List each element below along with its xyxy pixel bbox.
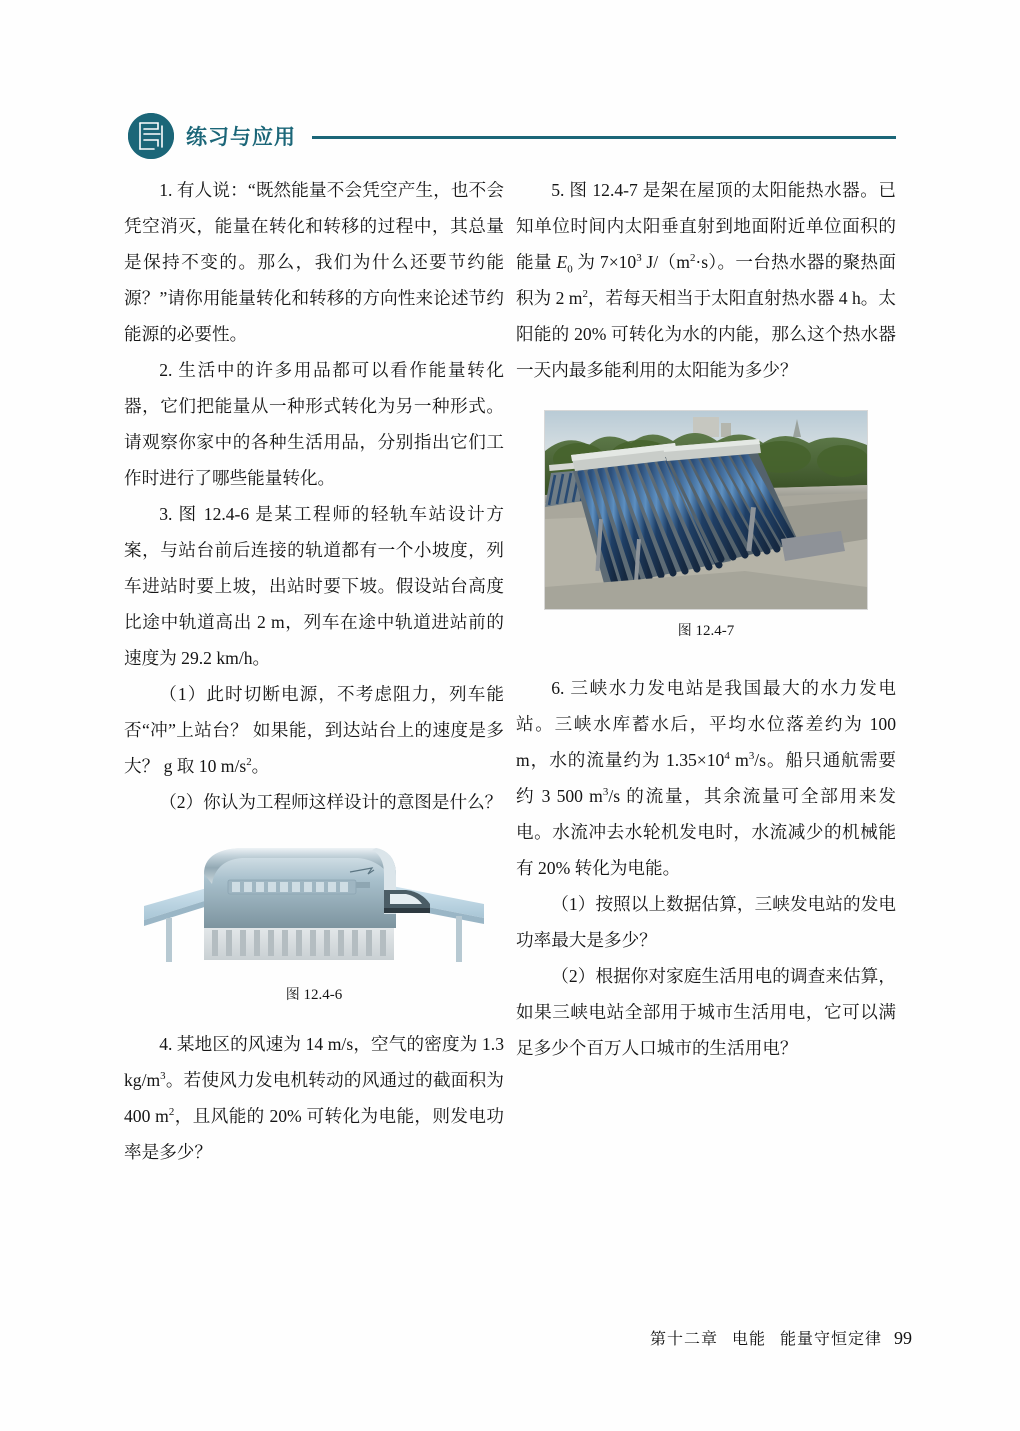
question-2: 2. 生活中的许多用品都可以看作能量转化器，它们把能量从一种形式转化为另一种形式。请观察你家中的各种生活用品，分别指出它们工作时进行了哪些能量转化。 — [124, 360, 504, 488]
question-4 — [124, 1026, 504, 1170]
q5-symbol-subscript: 0 — [567, 263, 573, 276]
q4-text-a: 4. 某地区的风速为 14 m/s，空气的密度为 1.3 kg/m — [124, 1034, 504, 1090]
question-6 — [516, 670, 896, 886]
q5-text-b: 为 7×10 — [572, 252, 637, 272]
practice-seal-icon — [128, 113, 174, 159]
q4-exponent-1: 3 — [160, 1070, 166, 1083]
q5-symbol-e: E — [556, 252, 568, 272]
q6-text-a: 6. 三峡水力发电站是我国最大的水力发电站。三峡水库蓄水后，平均水位落差约为 100 m，水的流量约为 1.35×10 — [516, 678, 896, 770]
left-column — [124, 172, 504, 1170]
q5-text-a: 5. 图 12.4-7 是架在屋顶的太阳能热水器。已知单位时间内太阳垂直射到地面附近单位面积的能量 — [516, 180, 896, 272]
page-number: 99 — [894, 1328, 912, 1348]
figure-1-caption-number: 12.4-6 — [303, 987, 343, 1003]
figure-2-caption-glyph: 图 — [677, 623, 692, 639]
question-5 — [516, 172, 896, 388]
q6-exponent-3: 3 — [602, 786, 609, 799]
q5-text-c: J/（m — [641, 252, 690, 272]
q6-text-b: m — [729, 750, 749, 770]
q6-text-d: /s 的流量，其余流量可全部用来发电。水流冲去水轮机发电时，水流减少的机械能有 20% 转化为电能。 — [516, 786, 896, 878]
header-divider-rule — [312, 136, 896, 139]
question-3-sub-2: （2）你认为工程师这样设计的意图是什么？ — [159, 792, 503, 812]
figure-1-caption-glyph: 图 — [285, 987, 300, 1003]
footer-chapter: 第十二章 — [649, 1329, 718, 1348]
q5-text-e: ，若每天相当于太阳直射热水器 4 h。太阳能的 20% 可转化为水的内能，那么这个热水器一天内最多能利用的太阳能为多少？ — [516, 288, 896, 380]
footer-topic-2: 能量守恒定律 — [779, 1329, 882, 1348]
question-1: 1. 有人说：“既然能量不会凭空产生，也不会凭空消灭，能量在转化和转移的过程中，其总量是保持不变的。那么，我们为什么还要节约能源？”请你用能量转化和转移的方向性来论述节约能源的必要性。 — [124, 180, 504, 344]
q6-exponent-1: 4 — [724, 750, 730, 763]
question-3-intro: 3. 图 12.4-6 是某工程师的轻轨车站设计方案，与站台前后连接的轨道都有一个小坡度，列车进站时要上坡，出站时要下坡。假设站台高度比途中轨道高出 2 m，列车在途中轨道进站前的速度为 29.2 km/h。 — [124, 504, 504, 668]
question-3-sub-1 — [124, 676, 504, 784]
figure-2-caption — [516, 616, 896, 646]
q4-exponent-2: 2 — [168, 1106, 175, 1119]
figure-1-caption — [124, 980, 504, 1010]
q4-text-c: ，且风能的 20% 可转化为电能，则发电功率是多少？ — [124, 1106, 504, 1162]
figure-light-rail-station — [124, 834, 504, 1010]
right-column — [516, 172, 896, 1066]
q6-text-c: /s。船只通航需要约 3 500 m — [516, 750, 896, 806]
footer-topic-1: 电能 — [731, 1329, 766, 1348]
section-title: 练习与应用 — [186, 125, 296, 149]
q5-exponent-2: 2 — [689, 252, 696, 265]
figure-2-caption-number: 12.4-7 — [695, 623, 735, 639]
figure-solar-water-heater — [516, 410, 896, 646]
q3-sub1-text-a: （1）此时切断电源，不考虑阻力，列车能否“冲”上站台？ 如果能，到达站台上的速度是多大？ g 取 10 m/s — [124, 684, 504, 776]
q5-exponent-3: 2 — [582, 288, 588, 301]
q3-sub1-exponent: 2 — [246, 756, 252, 769]
q6-exponent-2: 3 — [748, 750, 755, 763]
q5-text-d: ·s）。一台热水器的聚热面积为 2 m — [516, 252, 896, 308]
solar-water-heater-photograph — [544, 410, 868, 610]
question-6-sub-1: （1）按照以上数据估算，三峡发电站的发电功率最大是多少？ — [516, 894, 896, 950]
q3-sub1-text-b: 。 — [251, 756, 270, 776]
page-footer — [0, 1326, 1020, 1349]
light-rail-station-illustration — [144, 834, 484, 974]
q5-exponent-1: 3 — [636, 252, 642, 265]
section-header — [128, 108, 896, 164]
q4-text-b: 。若使风力发电机转动的风通过的截面积为 400 m — [124, 1070, 504, 1126]
question-6-sub-2: （2）根据你对家庭生活用电的调查来估算，如果三峡电站全部用于城市生活用电，它可以满足多少个百万人口城市的生活用电？ — [516, 966, 896, 1058]
